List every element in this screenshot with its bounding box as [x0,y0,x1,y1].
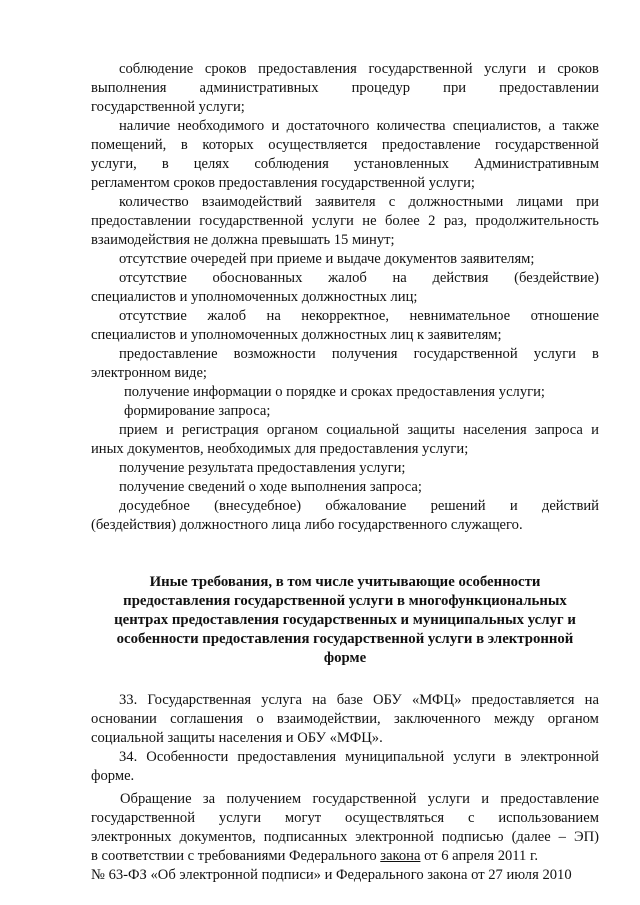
text-line: формирование запроса; [124,403,271,419]
word: более [384,213,420,229]
word: муниципальной [345,749,445,765]
word: количество [119,194,189,210]
word: базе [336,692,363,708]
word: отношение [530,308,599,324]
word: предоставлении [499,80,599,96]
word: предоставления [258,61,357,77]
section-heading-line: особенности предоставления государственной услуги в электронной [116,631,574,647]
word: государственной [413,346,518,362]
word: должностными [408,194,504,210]
word: отсутствие [119,270,187,286]
word: Обращение [120,791,192,807]
word: услуги [218,810,262,826]
word: достаточного [286,118,370,134]
word: жалоб [207,308,247,324]
word: услуги [533,346,576,362]
word: за [202,791,216,807]
word: услуга [261,692,303,708]
word: которых [202,137,254,153]
word: количества [376,118,446,134]
text-line: специалистов и уполномоченных должностных лиц к заявителям; [91,327,502,343]
word: лицами [516,194,563,210]
text-line [91,136,599,155]
text-line: государственной услуги; [91,99,245,115]
word: в [504,749,512,765]
word: взаимодействии, [276,711,381,727]
word: и [537,61,546,77]
text-line: № 63-ФЗ «Об электронной подписи» и Федерального закона от 27 июля 2010 [91,867,572,883]
text-line [91,828,599,847]
word: регистрация [181,422,259,438]
word: необходимого [177,118,265,134]
word: сроков [557,61,599,77]
text-line [91,809,599,828]
word: использованием [498,810,599,826]
word: и [591,422,599,438]
word: невнимательное [409,308,511,324]
text-line: электронном виде; [91,365,207,381]
word: предоставляется [471,692,575,708]
word: жалоб [328,270,367,286]
text-line: получение сведений о ходе выполнения запроса; [119,479,422,495]
text-line: специалистов и уполномоченных должностных лиц; [91,289,418,305]
word: государственной [312,791,417,807]
section-heading-line: предоставления государственной услуги в многофункциональных [123,593,567,609]
text-line [119,691,599,710]
text-line: получение результата предоставления услуги; [119,460,406,476]
word: предоставления [237,749,337,765]
text-line [119,269,599,288]
word: между [493,711,535,727]
text-line: регламентом сроков предоставления государственной услуги; [91,175,475,191]
word: подписанных [263,829,348,845]
word: обоснованных [212,270,303,286]
word: выполнения [91,80,167,96]
word: защиты [407,422,455,438]
word: «МФЦ» [411,692,462,708]
text-line: социальной защиты населения и ОБУ «МФЦ». [91,730,383,746]
word: наличие [119,118,171,134]
word: раз, [443,213,468,229]
word: прием [119,422,158,438]
word: ОБУ [373,692,402,708]
text-line: (бездействия) должностного лица либо государственного служащего. [91,517,523,533]
word: Государственная [147,692,252,708]
word: предоставление [119,346,218,362]
word: – [558,829,566,845]
text-line [119,193,599,212]
word: государственной [91,810,196,826]
word: с [388,194,396,210]
word: государственной [199,213,304,229]
word: подписью [441,829,504,845]
word: административных [199,80,319,96]
text-line [119,421,599,440]
word: о [256,711,264,727]
word: услуги [427,791,470,807]
word: обжалование [325,498,407,514]
word: предоставление [381,137,481,153]
text-line [119,345,599,364]
word: услуги [453,749,496,765]
word: некорректное, [301,308,389,324]
text-line [119,117,599,136]
word: специалистов, [452,118,542,134]
word: досудебное [119,498,190,514]
word: не [362,213,377,229]
text-line [91,79,599,98]
word: документов, [179,829,256,845]
word: установленных [353,156,449,172]
word: 2 [428,213,436,229]
word: на [312,692,327,708]
word: и [509,498,518,514]
word: в [161,156,169,172]
word: соблюдение [119,61,194,77]
word: (далее [511,829,551,845]
word: осуществляется [268,137,368,153]
word: получения [331,346,398,362]
word: заявителя [315,194,376,210]
word: осуществляться [345,810,445,826]
text-line [119,748,599,767]
word: 34. [119,749,138,765]
word: (внесудебное) [214,498,302,514]
word: социальной [326,422,400,438]
word: предоставление [500,791,599,807]
word: услуги [311,213,354,229]
word: электронной [355,829,434,845]
word: а [548,118,556,134]
word: электронных [91,829,172,845]
text-line [91,155,599,174]
word: на [266,308,281,324]
word: государственной [368,61,473,77]
word: органом [547,711,599,727]
word: населения [463,422,527,438]
text-line: взаимодействия не должна превышать 15 минут; [91,232,395,248]
text-line [120,790,599,809]
word: получением [226,791,302,807]
text-line: иных документов, необходимых для предоставления услуги; [91,441,469,457]
word: при [443,80,467,96]
word: запроса [534,422,583,438]
word: целях [193,156,230,172]
word: также [562,118,599,134]
word: действий [541,498,599,514]
word: решений [430,498,486,514]
word: услуги [484,61,527,77]
word: сроков [204,61,247,77]
text-line [119,307,599,326]
word: заключенного [394,711,481,727]
text-line: форме. [91,768,135,784]
word: помещений, [91,137,167,153]
word: действия [432,270,489,286]
word: и [165,422,174,438]
word: 33. [119,692,138,708]
word: продолжительность [475,213,599,229]
word: основании [91,711,157,727]
word: соглашения [170,711,243,727]
word: государственной [494,137,599,153]
word: Особенности [146,749,229,765]
section-heading-line: Иные требования, в том числе учитывающие особенности [149,574,541,590]
word: возможности [233,346,316,362]
text-line [91,847,599,866]
text-segment: от 6 апреля 2011 г. [420,848,538,864]
word: предоставлении [91,213,191,229]
word: (бездействие) [514,270,599,286]
section-heading-line: форме [323,650,367,666]
word: электронной [520,749,599,765]
word: Административным [473,156,599,172]
law-link[interactable]: закона [380,848,421,864]
text-segment: в соответствии с требованиями Федерального [91,848,381,864]
word: при [576,194,599,210]
word: услуги, [91,156,137,172]
word: на [392,270,407,286]
text-line [119,497,599,516]
word: в [592,346,599,362]
word: ЭП) [573,829,599,845]
section-heading-line: центрах предоставления государственных и муниципальных услуг и [114,612,576,628]
text-line: отсутствие очередей при приеме и выдаче документов заявителям; [119,251,535,267]
word: и [481,791,490,807]
text-line [119,60,599,79]
word: взаимодействий [201,194,302,210]
word: с [467,810,475,826]
word: процедур [351,80,411,96]
word: в [180,137,188,153]
word: отсутствие [119,308,187,324]
word: соблюдения [254,156,329,172]
word: органом [266,422,319,438]
text-line: получение информации о порядке и сроках предоставления услуги; [124,384,545,400]
word: на [584,692,599,708]
word: и [271,118,280,134]
text-line [91,212,599,231]
word: могут [284,810,322,826]
text-line [91,710,599,729]
